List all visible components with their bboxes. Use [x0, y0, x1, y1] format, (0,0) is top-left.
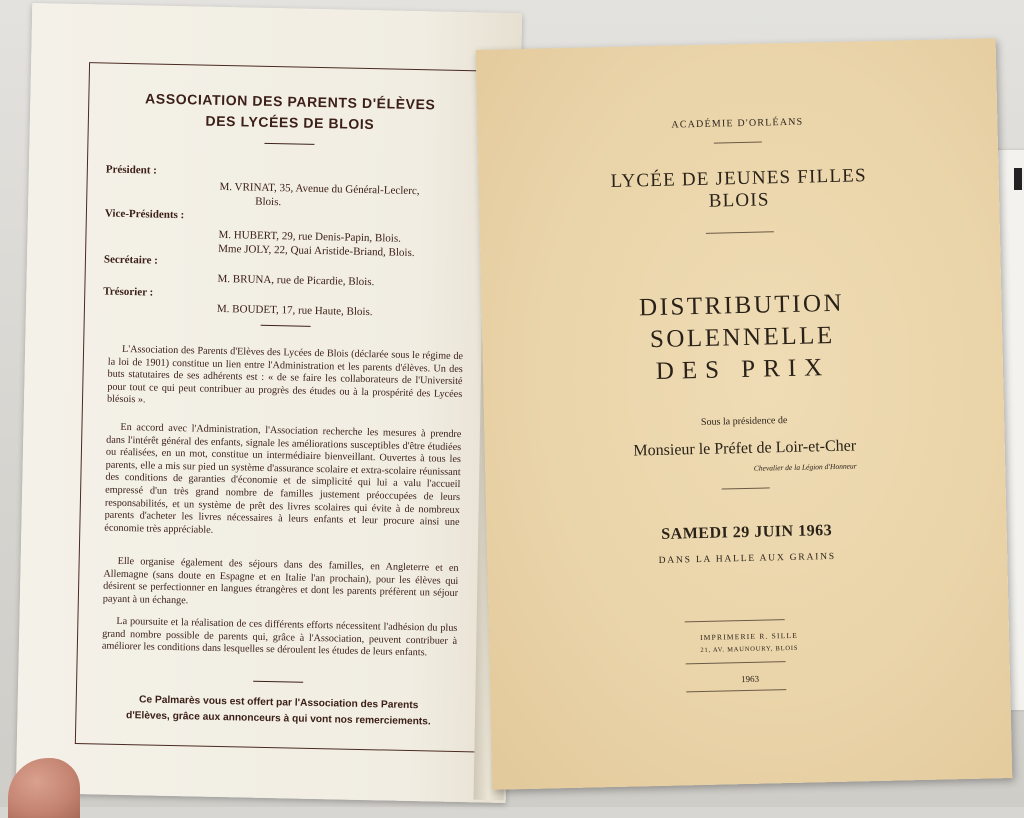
left-page [16, 3, 522, 803]
academie-rule [714, 142, 762, 144]
officer-address-line: M. BRUNA, rue de Picardie, Blois. [217, 272, 375, 289]
imprimerie-address: 21, AV. MAUNOURY, BLOIS [700, 644, 799, 655]
lycee-heading [478, 162, 999, 218]
officers-rule [261, 325, 311, 327]
prefet-name: Monsieur le Préfet de Loir-et-Cher [633, 437, 857, 460]
year-rule [686, 689, 786, 692]
distribution-title [481, 284, 1003, 392]
lycee-rule [706, 231, 774, 234]
officer-address-president [219, 180, 480, 213]
paragraph-4: La poursuite et la réalisation de ces différents efforts nécessitent l'adhésion du plus grand nombre possible de parents qui, grâce à l'Association, peuvent contribuer à améliorer les conditions dans lesquelles se déroulent les études de leurs enfants. [101, 615, 458, 659]
paragraph-3: Elle organise également des séjours dans des familles, en Angleterre et en Allemagne (sans doute en Espagne et en Italie l'an prochain), pour les élèves qui désirent se perfectionner en langues étrangères et dont les parents préfèrent un séjour payant à un échange. [102, 555, 459, 607]
imprimerie-rule-top [685, 619, 785, 622]
paragraph-1: L'Association des Parents d'Elèves des Lycées de Blois (déclarée sous le régime de la loi de 1901) constitue un lien entre l'Administration et les parents d'élèves. Un des buts statutaires de ses adhérents est : « de se faire les collaborateurs de l'Université pour tout ce qui peut contribuer au progrès des études ou à la prospérité des Lycées blésois ». [106, 343, 464, 406]
association-title [89, 87, 492, 137]
event-location: DANS LA HALLE AUX GRAINS [658, 551, 837, 566]
officer-address-line: Mme JOLY, 22, Quai Aristide-Briand, Blois. [218, 242, 415, 260]
title-rule [264, 143, 314, 145]
left-page-frame [75, 62, 493, 752]
officer-address-vice-presidents [218, 228, 479, 261]
officer-role-secretaire: Secrétaire : [103, 253, 158, 267]
officer-role-president: Président : [105, 163, 157, 177]
closing-note-line1: Ce Palmarès vous est offert par l'Association des Parents [138, 694, 419, 712]
right-page [476, 38, 1013, 790]
lycee-heading-line1: LYCÉE DE JEUNES FILLES [610, 165, 867, 192]
chevalier-note: Chevalier de la Légion d'Honneur [753, 461, 857, 473]
closing-note [94, 691, 463, 731]
sheet-mark [1014, 168, 1022, 190]
presidence-text: Sous la présidence de [700, 415, 788, 428]
prefet-rule [722, 487, 770, 489]
association-title-line1: ASSOCIATION DES PARENTS D'ÉLÈVES [144, 90, 436, 113]
print-year: 1963 [740, 673, 760, 685]
association-title-line2: DES LYCÉES DE BLOIS [205, 112, 375, 133]
closing-note-line2: d'Elèves, grâce aux annonceurs à qui vont nos remerciements. [125, 710, 431, 728]
officer-address-line: M. BOUDET, 17, rue Haute, Blois. [216, 302, 373, 319]
academie-heading: ACADÉMIE D'ORLÉANS [671, 116, 804, 131]
paragraph-2: En accord avec l'Administration, l'Association recherche les mesures à prendre dans l'intérêt général des enfants, signale les améliorations susceptibles d'être étudiées ou réalisées, en un mot, constitue un intermédiaire bienveillant. Ouvertes à tous les parents, elle a mis sur pied un système d'assurance scolaire et extra-scolaire réunissant des conditions de garanties d'économie et de simplicité qui lui a valu l'accueil empressé d'un très grand nombre de familles justement préoccupées de leurs responsabilités, et un système de prêt des livres scolaires qui évite à de nombreux parents d'acheter les livres nécessaires à leurs enfants et leur procure ainsi une économie très appréciable. [104, 421, 462, 536]
officer-role-tresorier: Trésorier : [103, 285, 154, 299]
event-date: SAMEDI 29 JUIN 1963 [661, 522, 833, 543]
officer-address-line: M. VRINAT, 35, Avenue du Général-Leclerc, [219, 180, 420, 198]
closing-rule [253, 681, 303, 683]
officer-address-secretaire [217, 272, 477, 291]
distribution-title-line3: DES PRIX [655, 354, 831, 385]
distribution-title-line2: SOLENNELLE [649, 321, 835, 354]
officer-address-tresorier [217, 302, 477, 321]
imprimerie-rule-bottom [686, 661, 786, 664]
officer-address-line: M. HUBERT, 29, rue Denis-Papin, Blois. [218, 228, 402, 245]
lycee-heading-line2: BLOIS [708, 189, 770, 212]
officer-role-vice-presidents: Vice-Présidents : [104, 207, 185, 222]
distribution-title-line1: DISTRIBUTION [638, 289, 845, 322]
imprimerie-name: IMPRIMERIE R. SILLE [699, 630, 799, 643]
officer-address-line: Blois. [255, 195, 282, 209]
